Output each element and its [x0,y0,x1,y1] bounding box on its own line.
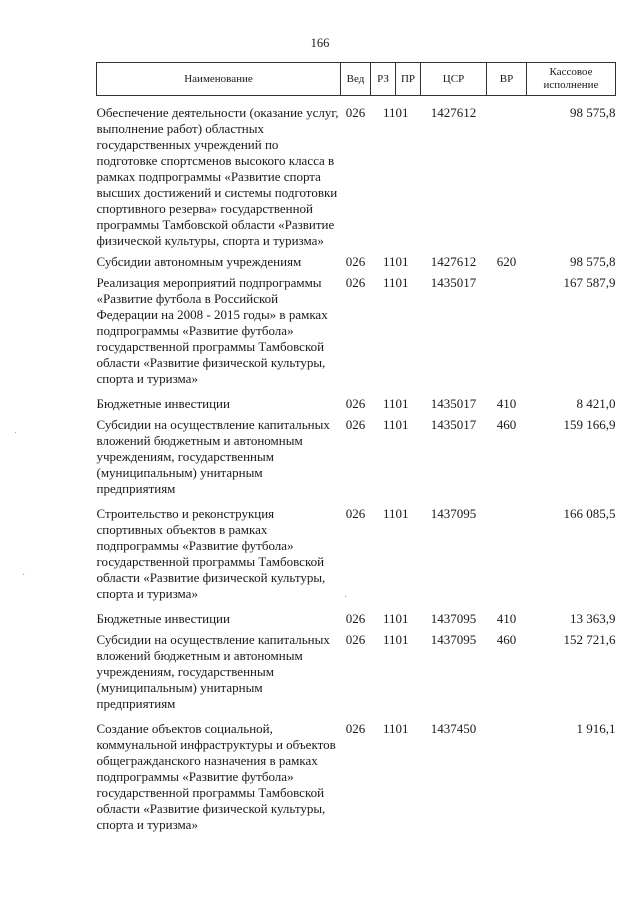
row-ved: 026 [345,275,366,290]
row-csr: 1435017 [430,275,477,290]
row-rz: 11 [382,254,396,269]
scan-speck: · [344,592,348,603]
row-amount: 159 166,9 [563,417,616,432]
row-amount: 13 363,9 [570,611,616,626]
row-pr: 01 [395,506,409,521]
row-rz: 11 [382,721,396,736]
row-pr: 01 [395,611,409,626]
row-csr: 1437450 [430,721,477,736]
row-amount: 166 085,5 [563,506,616,521]
row-csr: 1427612 [430,254,477,269]
row-name: Бюджетные инвестиции [96,611,230,626]
row-amount: 152 721,6 [563,632,616,647]
row-ved: 026 [345,721,366,736]
row-name: Субсидии автономным учреждениям [96,254,302,269]
row-vr [487,96,527,255]
row-vr: 620 [496,254,517,269]
row-ved: 026 [345,506,366,521]
row-name: Бюджетные инвестиции [96,396,230,411]
row-name: Реализация мероприятий подпрограммы «Развитие футбола в Российской Федерации на 2008 - 2015 годы» в рамках подпрограммы «Развитие футбола» государственной программы Тамбовской области «Развитие физической культуры, спорта и туризма» [96,275,328,386]
scan-speck: · [22,570,26,581]
row-rz: 11 [382,396,396,411]
row-rz: 11 [382,611,396,626]
row-pr: 01 [395,396,409,411]
table-header-row [97,63,616,96]
row-csr: 1435017 [430,396,477,411]
header-amount: Кассовое исполнение [527,63,616,96]
page-number: 166 [310,36,330,50]
row-rz: 11 [382,275,396,290]
header-name: Наименование [97,63,341,96]
budget-table [96,62,616,833]
row-csr: 1437095 [430,506,477,521]
row-ved: 026 [345,611,366,626]
row-vr: 410 [496,396,517,411]
scan-speck: · [14,428,18,439]
row-pr: 01 [395,721,409,736]
row-name: Субсидии на осуществление капитальных вложений бюджетным и автономным учреждениям, государственным (муниципальным) унитарным предприятиям [96,417,330,496]
table-row [97,96,616,255]
row-csr: 1435017 [430,417,477,432]
table-row [97,721,616,833]
row-amount: 1 916,1 [576,721,616,736]
table-row [97,506,616,611]
row-amount: 8 421,0 [576,396,616,411]
row-vr: 460 [496,632,517,647]
row-rz: 11 [382,632,396,647]
row-vr: 460 [496,417,517,432]
row-vr [487,721,527,833]
row-rz: 11 [382,105,396,120]
row-ved: 026 [345,417,366,432]
row-rz: 11 [382,506,396,521]
row-csr: 1437095 [430,611,477,626]
row-vr: 410 [496,611,517,626]
row-pr: 01 [395,105,409,120]
header-ved: Вед [341,63,371,96]
row-ved: 026 [345,632,366,647]
row-ved: 026 [345,105,366,120]
row-ved: 026 [345,396,366,411]
header-pr: ПР [396,63,421,96]
row-rz: 11 [382,417,396,432]
table-row [97,275,616,396]
row-csr: 1437095 [430,632,477,647]
header-csr: ЦСР [421,63,487,96]
row-csr: 1427612 [430,105,477,120]
row-name: Создание объектов социальной, коммунальной инфраструктуры и объектов общегражданского назначения в рамках подпрограммы «Развитие футбола» государственной программы Тамбовской области «Развитие физической культуры, спорта и туризма» [96,721,336,832]
row-vr [487,506,527,611]
header-vr: ВР [487,63,527,96]
table-row [97,417,616,506]
header-rz: РЗ [371,63,396,96]
row-vr [487,275,527,396]
row-amount: 98 575,8 [570,254,616,269]
row-name: Субсидии на осуществление капитальных вложений бюджетным и автономным учреждениям, государственным (муниципальным) унитарным предприятиям [96,632,330,711]
row-pr: 01 [395,632,409,647]
table-row [97,611,616,632]
table-row [97,254,616,275]
table-row [97,632,616,721]
row-name: Обеспечение деятельности (оказание услуг, выполнение работ) областных государственных учреждений по подготовке спортсменов высокого класса в рамках подпрограммы «Развитие спорта высших достижений и системы подготовки спортивного резерва» государственной программы Тамбовской области «Развитие физической культуры, спорта и туризма» [96,105,339,248]
row-pr: 01 [395,417,409,432]
row-name: Строительство и реконструкция спортивных объектов в рамках подпрограммы «Развитие футбола» государственной программы Тамбовской области «Развитие физической культуры, спорта и туризма» [96,506,326,601]
row-amount: 98 575,8 [570,105,616,120]
row-pr: 01 [395,254,409,269]
row-pr: 01 [395,275,409,290]
table-row [97,396,616,417]
row-amount: 167 587,9 [563,275,616,290]
row-ved: 026 [345,254,366,269]
